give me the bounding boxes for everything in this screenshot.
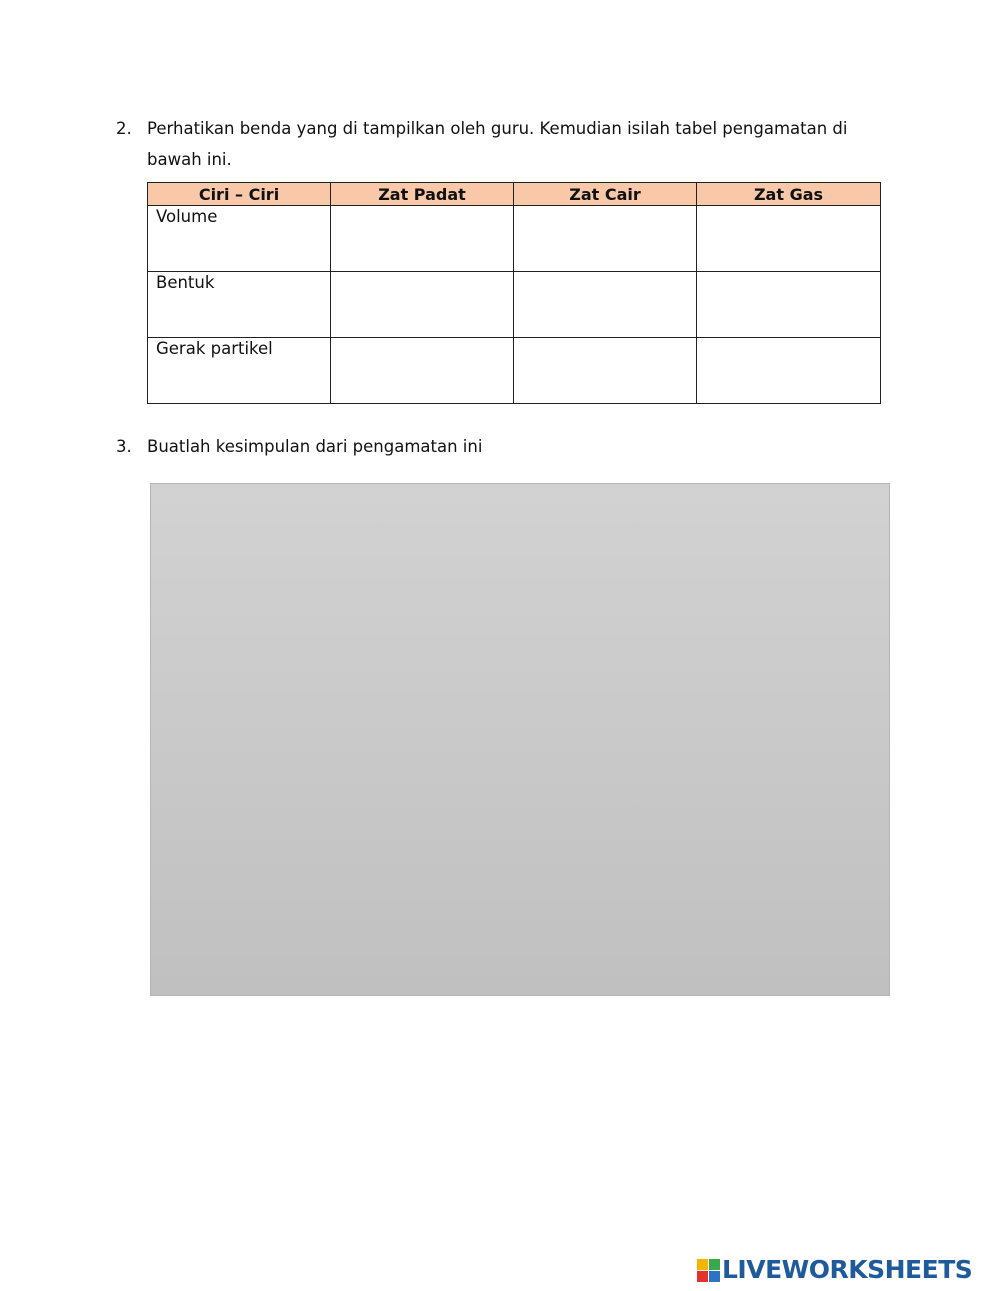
answer-cell-volume-gas[interactable] (697, 206, 881, 272)
logo-blocks-icon (697, 1259, 720, 1282)
logo-text: LIVEWORKSHEETS (722, 1255, 973, 1284)
observation-table (147, 182, 881, 404)
question-text: Buatlah kesimpulan dari pengamatan ini (147, 437, 483, 456)
logo-block-l (697, 1259, 708, 1270)
answer-cell-bentuk-gas[interactable] (697, 272, 881, 338)
logo-block-i (709, 1259, 720, 1270)
question-text: Perhatikan benda yang di tampilkan oleh guru. Kemudian isilah tabel pengamatan di bawah ini. (147, 119, 848, 169)
table-row (148, 206, 881, 272)
question-3 (116, 431, 886, 462)
row-label-gerak-partikel: Gerak partikel (148, 338, 331, 404)
question-number: 2. (116, 119, 132, 138)
table-row (148, 338, 881, 404)
column-header-zat-cair: Zat Cair (514, 183, 697, 206)
question-2 (116, 113, 886, 175)
answer-cell-volume-cair[interactable] (514, 206, 697, 272)
logo-block-e (709, 1271, 720, 1282)
answer-cell-gerak-cair[interactable] (514, 338, 697, 404)
logo-block-v (697, 1271, 708, 1282)
column-header-zat-padat: Zat Padat (331, 183, 514, 206)
table-row (148, 272, 881, 338)
conclusion-answer-box[interactable] (150, 483, 890, 996)
answer-cell-bentuk-cair[interactable] (514, 272, 697, 338)
answer-cell-bentuk-padat[interactable] (331, 272, 514, 338)
question-number: 3. (116, 437, 132, 456)
row-label-volume: Volume (148, 206, 331, 272)
table-header-row (148, 183, 881, 206)
column-header-ciri: Ciri – Ciri (148, 183, 331, 206)
answer-cell-gerak-padat[interactable] (331, 338, 514, 404)
liveworksheets-logo (697, 1255, 972, 1285)
answer-cell-volume-padat[interactable] (331, 206, 514, 272)
answer-cell-gerak-gas[interactable] (697, 338, 881, 404)
row-label-bentuk: Bentuk (148, 272, 331, 338)
column-header-zat-gas: Zat Gas (697, 183, 881, 206)
